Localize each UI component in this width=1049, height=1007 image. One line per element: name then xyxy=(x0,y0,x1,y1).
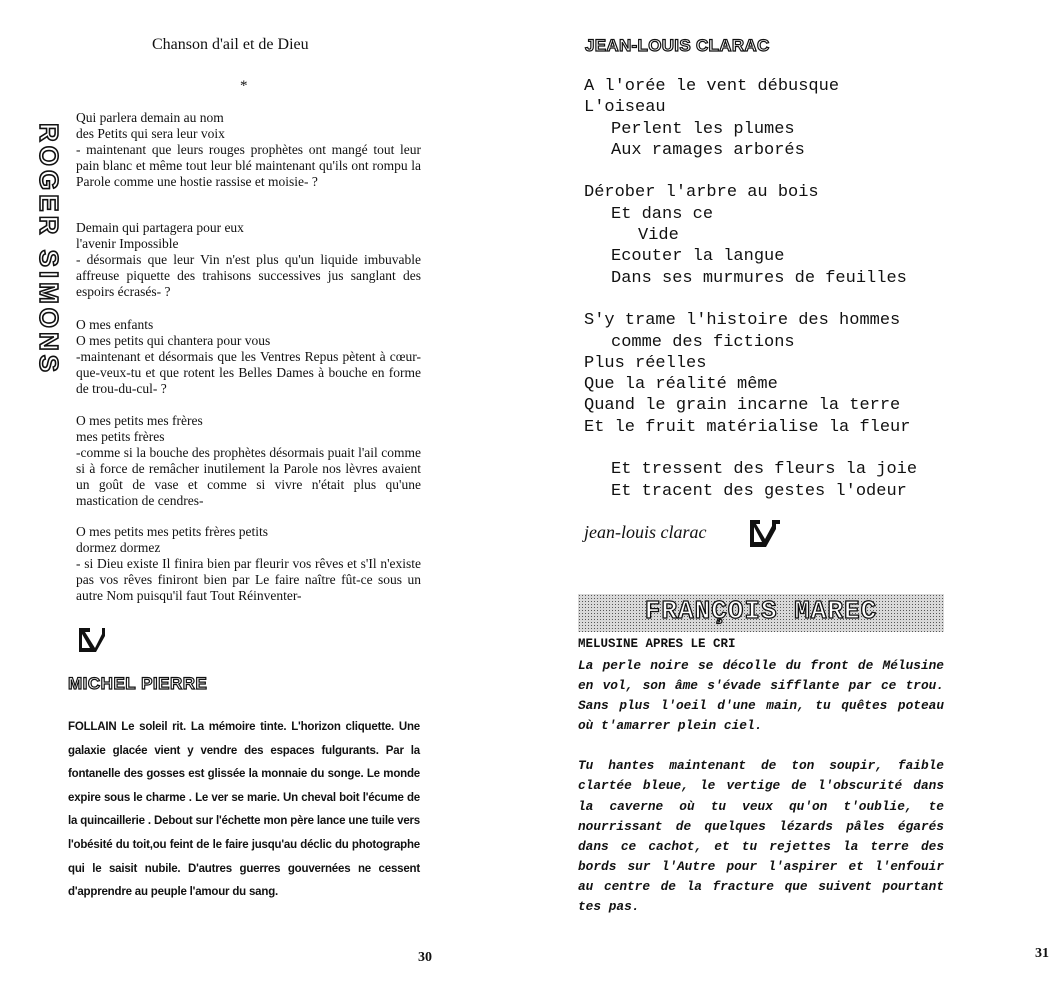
stanza-line: Qui parlera demain au nom xyxy=(76,110,224,125)
stanza-line: dormez dormez xyxy=(76,540,161,555)
stanza-line: -comme si la bouche des prophètes désormais puait l'ail comme si à force de remâcher inutilement la Parole nos lèvres avaient un goût de vase et comme si vivre n'était plus qu'une mastication de cendres- xyxy=(76,445,421,508)
page-number-right: 31 xyxy=(1035,946,1049,961)
marec-prose xyxy=(578,656,944,917)
stanza-break xyxy=(584,161,917,182)
stanza-1 xyxy=(76,110,421,190)
page-number-left: 30 xyxy=(418,950,432,965)
stanza-4 xyxy=(76,413,421,509)
publisher-logo-icon xyxy=(76,624,106,654)
stanza-line: des Petits qui sera leur voix xyxy=(76,126,225,141)
stanza-3 xyxy=(76,317,421,397)
verse-line: Et tracent des gestes l'odeur xyxy=(611,481,907,501)
stanza-line: O mes petits mes frères xyxy=(76,413,203,428)
verse-line: Et dans ce xyxy=(611,204,714,224)
stanza-line: O mes petits qui chantera pour vous xyxy=(76,333,271,348)
verse-line: Dérober l'arbre au bois xyxy=(584,183,819,203)
stanza-break xyxy=(584,289,917,310)
stanza-break xyxy=(584,438,917,459)
prose-paragraph: Tu hantes maintenant de ton soupir, faible clartée bleue, le vertige de l'obscurité dans la caverne où tu veux qu'on t'oublie, te nourrissant de quelques lézards pâles égarés dans ce cachot, et tu rejettes la terre des bords sur l'Autre pour l'aspirer et l'enfouir au centre de la fracture que suivent pourtant tes pas. xyxy=(578,758,944,915)
stanza-line: - maintenant que leurs rouges prophètes ont mangé tout leur pain blanc et même tout leur blé maintenant qu'ils ont rompu la Parole comme une hostie rassise et moisie- ? xyxy=(76,142,421,189)
poem-title: Chanson d'ail et de Dieu xyxy=(152,36,309,53)
verse-line: comme des fictions xyxy=(611,332,795,352)
stanza-line: - désormais que leur Vin n'est plus qu'un liquide imbuvable affreuse piquette des trahisons successives jus sanglant des espoirs écrasés- ? xyxy=(76,252,421,299)
author-signature: jean-louis clarac xyxy=(584,522,707,542)
stanza-line: -maintenant et désormais que les Ventres Repus pètent à cœur-que-veux-tu et que rotent les Belles Dames à bouche en forme de trou-du-cul- ? xyxy=(76,349,421,396)
stanza-5 xyxy=(76,524,421,604)
prose-paragraph: La perle noire se décolle du front de Mélusine en vol, son âme s'évade sifflante par ce trou. Sans plus l'oeil d'une main, tu quêtes poteau où t'amarrer plein ciel. xyxy=(578,658,944,734)
verse-line: Aux ramages arborés xyxy=(611,140,805,160)
verse-line: S'y trame l'histoire des hommes xyxy=(584,311,901,331)
poem-subtitle: MELUSINE APRES LE CRI xyxy=(578,637,736,651)
verse-line: A l'orée le vent débusque xyxy=(584,77,840,96)
left-page xyxy=(0,0,500,1007)
verse-line: Et le fruit matérialise la fleur xyxy=(584,417,911,437)
marec-title-banner xyxy=(578,594,944,632)
publisher-logo-icon xyxy=(748,517,782,549)
stanza-line: O mes petits mes petits frères petits xyxy=(76,524,268,539)
vertical-author-name xyxy=(10,115,64,400)
clarac-poem xyxy=(584,76,917,502)
author-michel-pierre: MICHEL PIERRE xyxy=(68,674,208,693)
verse-line: Et tressent des fleurs la joie xyxy=(611,460,918,480)
stanza-line: Demain qui partagera pour eux xyxy=(76,220,244,235)
verse-line: Ecouter la langue xyxy=(611,247,785,267)
author-jean-louis-clarac: JEAN-LOUIS CLARAC xyxy=(585,36,770,55)
stanza-line: - si Dieu existe Il finira bien par fleurir vos rêves et s'Il n'existe pas vos rêves finiront bien par Le faire naître fût-ce sous un autre Nom puisqu'il faut Tout Réinventer- xyxy=(76,556,421,603)
verse-line: Que la réalité même xyxy=(584,375,778,395)
stanza-2 xyxy=(76,220,421,300)
right-page xyxy=(500,0,1049,1007)
verse-line: Plus réelles xyxy=(584,353,707,373)
follain-prose: FOLLAIN Le soleil rit. La mémoire tinte. L'horizon cliquette. Une galaxie glacée vient y vendre des espaces fulgurants. Par la fontanelle des gosses est glissée la monnaie du songe. Le monde expire sous le charme . Le ver se marie. Un cheval boit l'écume de la quincaillerie . Debout sur l'échette mon père lance une tuile vers l'obésité du toit,ou feint de le faire jusqu'au déclic du photographe qui le saisit nubile. D'autres guerres gouvernées ne cessent d'apprendre au peuple l'amour du sang. xyxy=(68,721,420,899)
asterisk-ornament: * xyxy=(240,78,248,94)
stanza-line: O mes enfants xyxy=(76,317,154,332)
verse-line: Vide xyxy=(638,226,679,246)
verse-line: L'oiseau xyxy=(584,98,666,118)
author-francois-marec: FRANÇOIS MAREC xyxy=(644,596,878,626)
verse-line: Quand le grain incarne la terre xyxy=(584,396,901,416)
stanza-line: l'avenir Impossible xyxy=(76,236,179,251)
verse-line: Perlent les plumes xyxy=(611,119,795,139)
stanza-line: mes petits frères xyxy=(76,429,165,444)
svg-text:ROGER SIMONS: ROGER SIMONS xyxy=(34,123,64,377)
verse-line: Dans ses murmures de feuilles xyxy=(611,268,907,288)
